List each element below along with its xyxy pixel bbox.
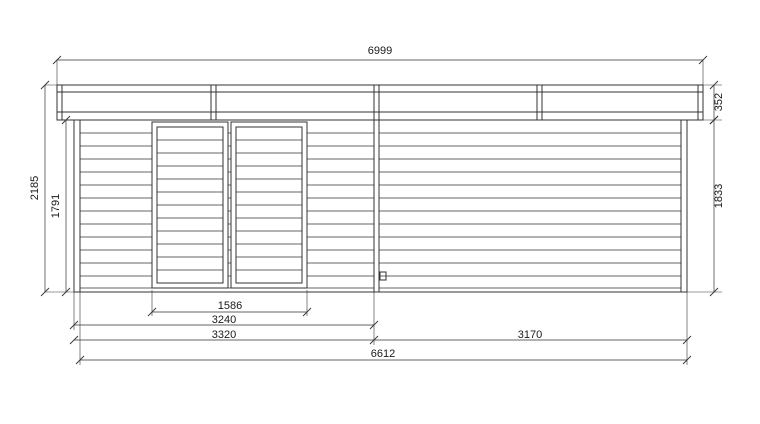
dim-text-top-overall: 6999 <box>367 45 393 57</box>
roof-fascia-outer <box>57 85 703 120</box>
cladding-right-panel <box>379 133 681 288</box>
dim-text-door-plus: 3240 <box>211 314 237 326</box>
dim-text-door-opening: 1586 <box>217 300 243 312</box>
extension-lines <box>45 60 722 365</box>
dim-text-right-wall: 1833 <box>713 183 725 209</box>
dim-text-bay-left: 3320 <box>211 329 237 341</box>
dim-text-bay-right: 3170 <box>517 329 543 341</box>
dim-text-roof-height: 352 <box>713 92 725 112</box>
dim-text-left-outer-total: 2185 <box>29 175 41 201</box>
dim-text-left-inner-wall: 1791 <box>50 193 62 219</box>
roof-assembly <box>57 85 703 120</box>
dim-text-bottom-overall: 6612 <box>370 348 396 360</box>
